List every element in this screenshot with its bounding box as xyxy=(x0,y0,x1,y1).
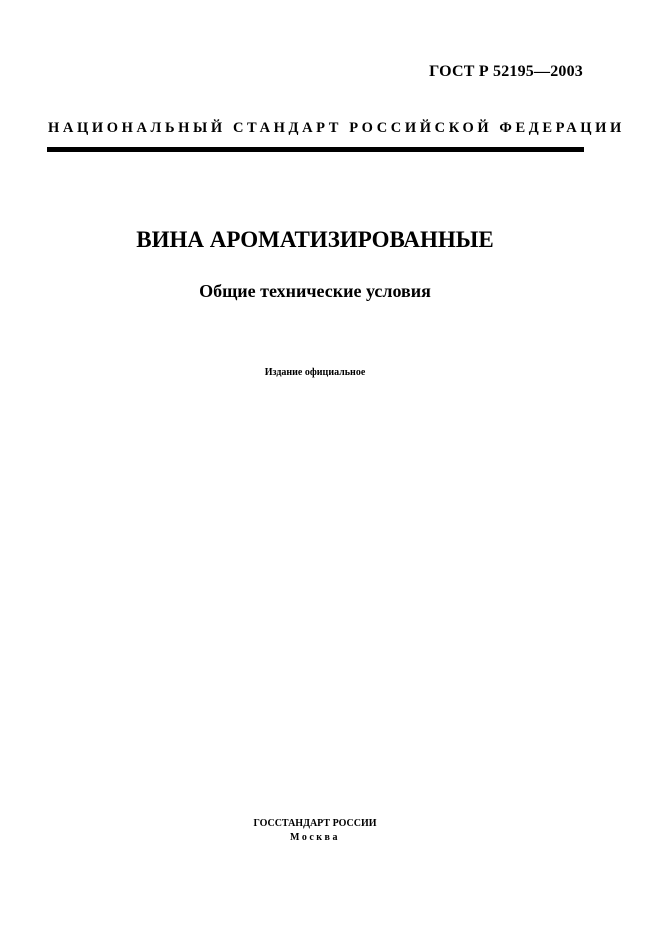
header-divider xyxy=(47,147,584,152)
standard-number: ГОСТ Р 52195—2003 xyxy=(429,63,583,80)
document-subtitle: Общие технические условия xyxy=(199,281,431,301)
edition-note: Издание официальное xyxy=(264,367,366,378)
document-title: ВИНА АРОМАТИЗИРОВАННЫЕ xyxy=(136,227,494,252)
publication-city: Москва xyxy=(290,832,340,843)
national-standard-header: НАЦИОНАЛЬНЫЙ СТАНДАРТ РОССИЙСКОЙ ФЕДЕРАЦИИ xyxy=(48,120,625,136)
publisher-name: ГОССТАНДАРТ РОССИИ xyxy=(253,818,377,829)
